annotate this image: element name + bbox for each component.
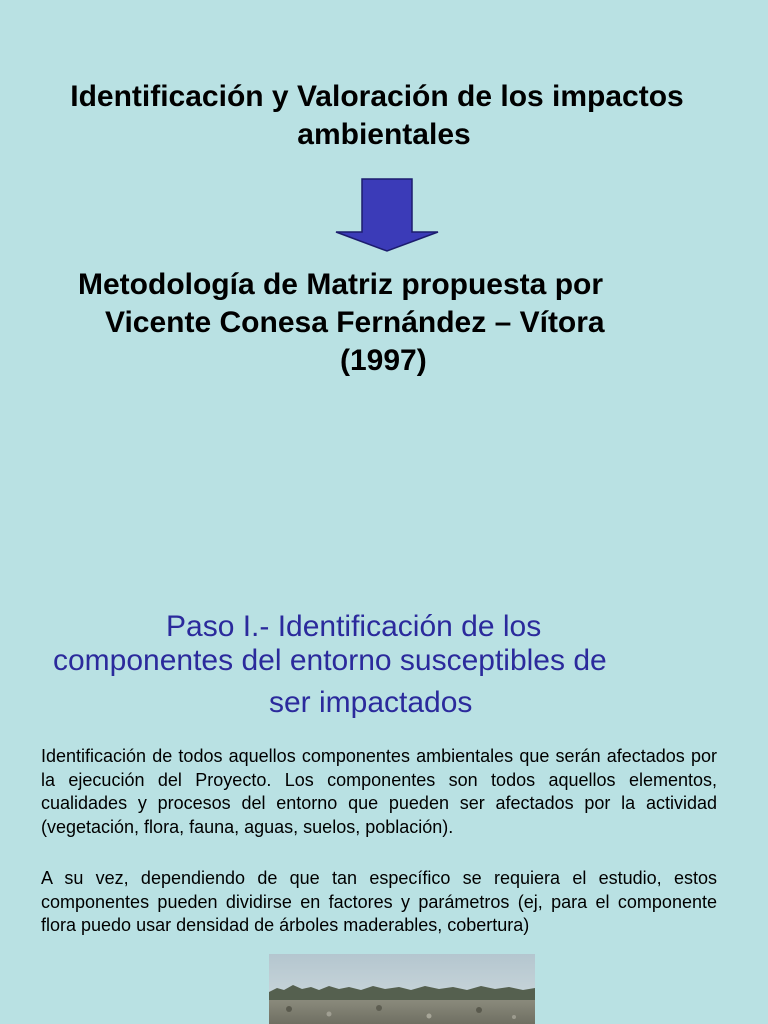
step-line-3: ser impactados xyxy=(269,686,473,719)
landscape-photo xyxy=(269,954,535,1024)
methodology-line-1: Metodología de Matriz propuesta por xyxy=(78,268,604,301)
methodology-line-3: (1997) xyxy=(340,344,427,377)
step-line-1: Paso I.- Identificación de los xyxy=(166,610,542,643)
step-line-2: componentes del entorno susceptibles de xyxy=(53,644,607,677)
step-heading xyxy=(0,610,768,719)
paragraph-factors: A su vez, dependiendo de que tan específico se requiera el estudio, estos componentes pueden dividirse en factores y parámetros (ej, para el componente flora puedo usar densidad de árboles maderables, cobertura) xyxy=(41,868,717,935)
title-line-2: ambientales xyxy=(297,118,471,151)
paragraph-identification: Identificación de todos aquellos componentes ambientales que serán afectados por la ejecución del Proyecto. Los componentes son todos aquellos elementos, cualidades y procesos del entorno que pueden ser afectados por la actividad (vegetación, flora, fauna, aguas, suelos, población). xyxy=(41,746,717,837)
methodology-heading xyxy=(0,266,768,380)
down-arrow-icon xyxy=(334,178,440,252)
title-line-1: Identificación y Valoración de los impactos xyxy=(70,80,684,113)
slide-title xyxy=(0,78,768,154)
methodology-line-2: Vicente Conesa Fernández – Vítora xyxy=(105,306,605,339)
